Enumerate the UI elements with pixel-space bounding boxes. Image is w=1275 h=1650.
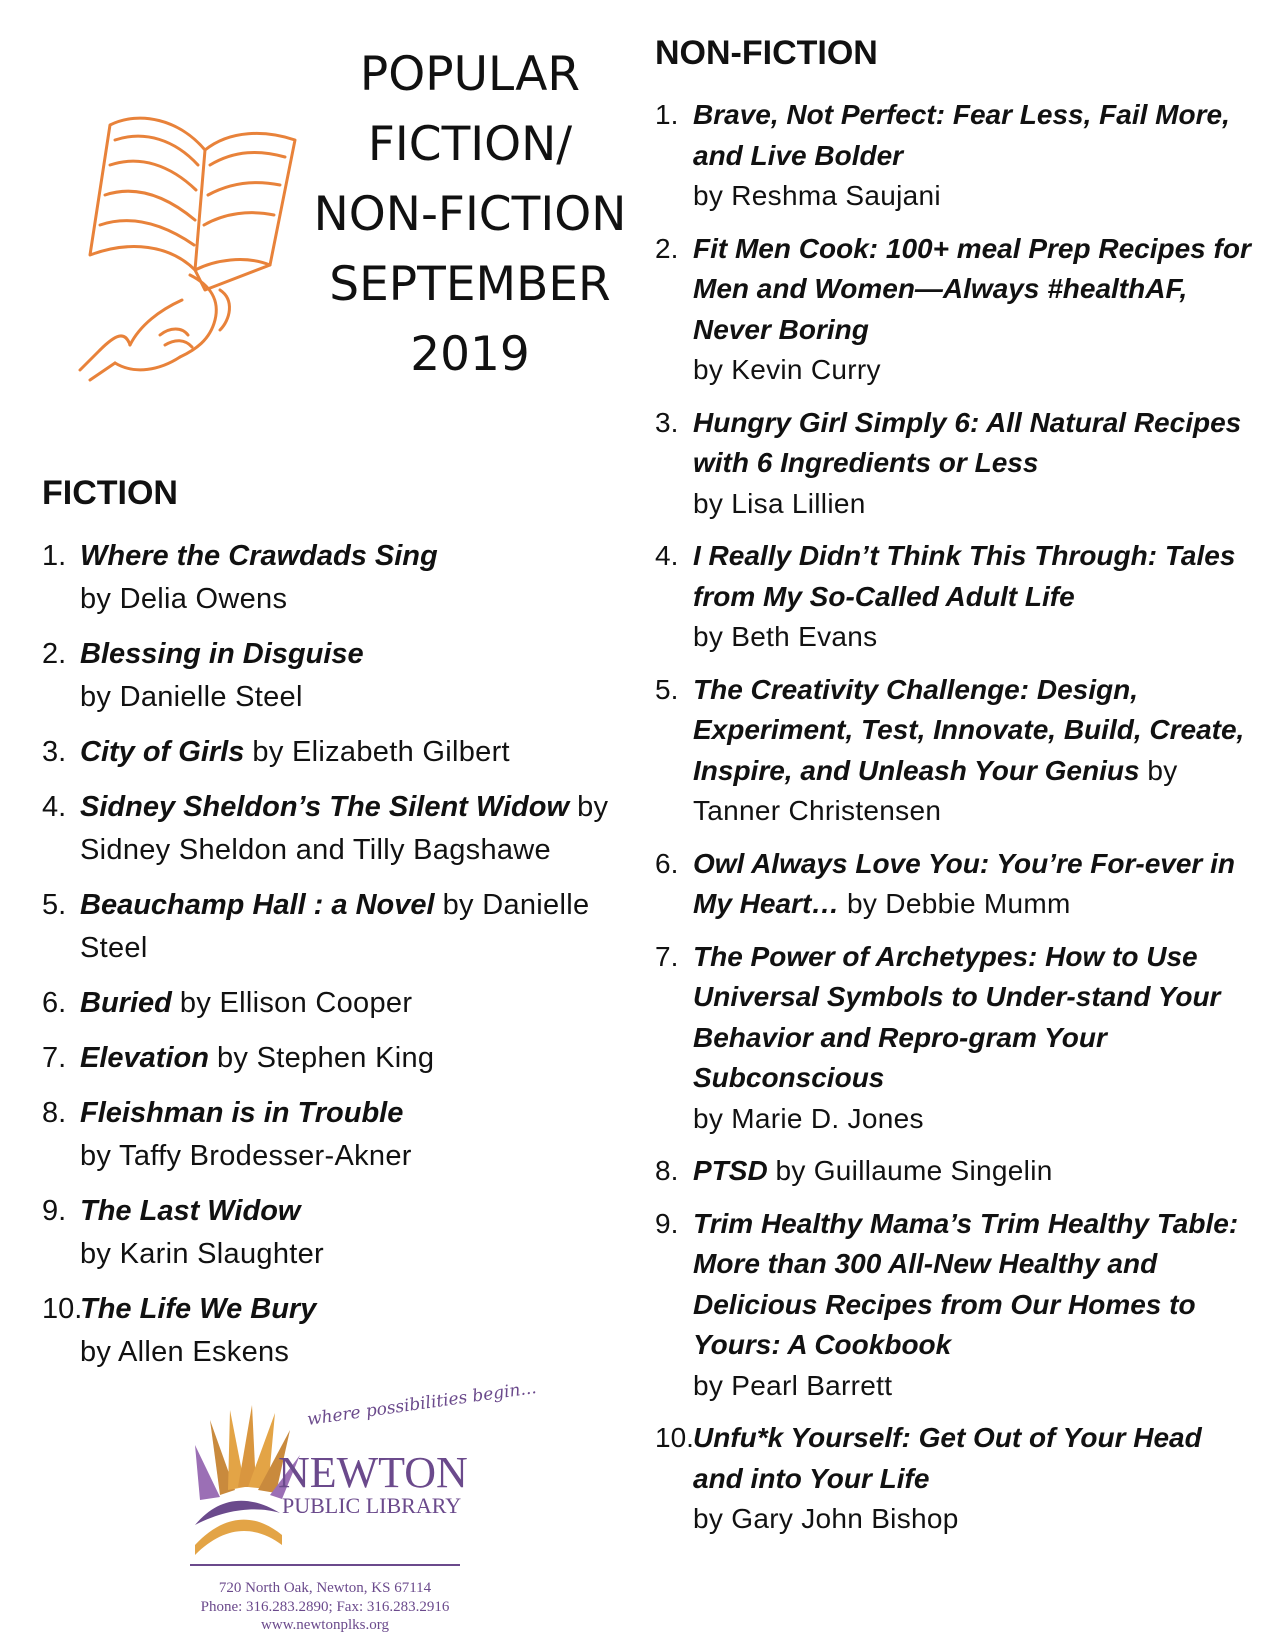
item-number: 8. xyxy=(42,1097,67,1129)
item-number: 4. xyxy=(42,791,67,823)
book-title: Beauchamp Hall : a Novel xyxy=(80,889,435,921)
item-number: 4. xyxy=(655,540,679,571)
list-item xyxy=(42,535,612,621)
list-item xyxy=(42,786,612,872)
book-title: Elevation xyxy=(80,1042,209,1074)
book-author: by Tanner Christensen xyxy=(693,754,1178,826)
list-item xyxy=(655,1151,1255,1192)
item-number: 5. xyxy=(42,889,67,921)
list-item xyxy=(42,1037,612,1080)
list-item xyxy=(655,1204,1255,1407)
book-title: Fleishman is in Trouble xyxy=(80,1097,404,1129)
logo-address: 720 North Oak, Newton, KS 67114 xyxy=(218,1580,432,1596)
fiction-heading: FICTION xyxy=(42,474,178,512)
item-number: 7. xyxy=(655,940,679,972)
book-author: by Delia Owens xyxy=(80,583,288,615)
item-number: 1. xyxy=(42,540,67,572)
item-number: 5. xyxy=(655,673,679,705)
list-item xyxy=(42,1190,612,1276)
list-item xyxy=(655,844,1255,925)
logo-subname: PUBLIC LIBRARY xyxy=(282,1493,462,1518)
library-logo xyxy=(190,1377,538,1633)
book-author: by Lisa Lillien xyxy=(693,487,866,519)
book-title: Where the Crawdads Sing xyxy=(80,540,438,572)
list-item xyxy=(655,536,1255,658)
list-item xyxy=(655,670,1255,832)
open-book-hand-illustration xyxy=(70,95,300,385)
item-number: 10. xyxy=(655,1422,694,1453)
book-author: by Allen Eskens xyxy=(80,1336,290,1368)
item-number: 2. xyxy=(655,232,679,264)
item-number: 2. xyxy=(42,638,67,670)
item-number: 6. xyxy=(42,987,67,1019)
book-title: The Life We Bury xyxy=(80,1293,317,1325)
book-title: Owl Always Love You: You’re For-ever in My Heart… xyxy=(693,847,1235,919)
book-title: Unfu*k Yourself: Get Out of Your Head and into Your Life xyxy=(693,1422,1202,1494)
item-number: 8. xyxy=(655,1155,679,1186)
item-number: 1. xyxy=(655,99,679,130)
list-item xyxy=(42,731,612,774)
logo-tagline: where possibilities begin... xyxy=(305,1377,538,1430)
book-title: The Power of Archetypes: How to Use Universal Symbols to Under-stand Your Behavior and Repro-gram Your Subconscious xyxy=(693,940,1221,1093)
book-title: Hungry Girl Simply 6: All Natural Recipes with 6 Ingredients or Less xyxy=(693,406,1242,478)
book-author: by Reshma Saujani xyxy=(693,180,941,211)
book-title: I Really Didn’t Think This Through: Tales from My So-Called Adult Life xyxy=(693,540,1236,612)
list-item xyxy=(42,884,612,970)
book-author: by Karin Slaughter xyxy=(80,1238,324,1270)
item-number: 6. xyxy=(655,847,679,879)
book-author: by Marie D. Jones xyxy=(693,1102,924,1134)
book-author: by Pearl Barrett xyxy=(693,1369,893,1401)
book-author: by Ellison Cooper xyxy=(179,987,413,1019)
book-title: The Creativity Challenge: Design, Experiment, Test, Innovate, Build, Create, Inspire, and Unleash Your Genius xyxy=(693,673,1245,786)
list-item xyxy=(655,1418,1255,1540)
logo-name: NEWTON xyxy=(278,1448,468,1497)
book-title: City of Girls xyxy=(80,736,245,768)
item-number: 7. xyxy=(42,1042,67,1074)
title-line-2: FICTION/ xyxy=(367,117,573,172)
nonfiction-list xyxy=(655,95,1255,1552)
book-author: by Stephen King xyxy=(217,1042,435,1074)
item-number: 3. xyxy=(42,736,67,768)
list-item xyxy=(655,937,1255,1140)
book-title: Brave, Not Perfect: Fear Less, Fail More, and Live Bolder xyxy=(693,99,1230,171)
book-author: by Danielle Steel xyxy=(80,889,590,964)
title-line-5: 2019 xyxy=(410,327,530,382)
book-author: by Sidney Sheldon and Tilly Bagshawe xyxy=(80,791,609,866)
list-item xyxy=(655,403,1255,525)
page-title xyxy=(300,40,640,390)
title-line-4: SEPTEMBER xyxy=(329,257,611,312)
list-item xyxy=(655,95,1255,217)
book-author: by Kevin Curry xyxy=(693,354,881,385)
list-item xyxy=(42,633,612,719)
fiction-list xyxy=(42,535,612,1386)
book-title: Trim Healthy Mama’s Trim Healthy Table: More than 300 All-New Healthy and Delicious Recipes from Our Homes to Yours: A Cookbook xyxy=(693,1207,1239,1360)
book-author: by Guillaume Singelin xyxy=(775,1155,1053,1186)
item-number: 3. xyxy=(655,406,679,438)
list-item xyxy=(42,1288,612,1374)
list-item xyxy=(655,229,1255,391)
logo-phone: Phone: 316.283.2890; Fax: 316.283.2916 xyxy=(200,1599,450,1615)
title-line-1: POPULAR xyxy=(359,47,581,102)
list-item xyxy=(42,1092,612,1178)
book-author: by Elizabeth Gilbert xyxy=(252,736,510,768)
book-title: Buried xyxy=(80,987,172,1019)
book-author: by Beth Evans xyxy=(693,621,878,652)
item-number: 10. xyxy=(42,1293,83,1325)
book-title: PTSD xyxy=(693,1155,768,1186)
book-author: by Danielle Steel xyxy=(80,681,303,713)
book-title: Sidney Sheldon’s The Silent Widow xyxy=(80,791,570,823)
book-title: Fit Men Cook: 100+ meal Prep Recipes for Men and Women—Always #healthAF, Never Boring xyxy=(693,232,1251,345)
logo-website: www.newtonplks.org xyxy=(261,1617,389,1633)
list-item xyxy=(42,982,612,1025)
item-number: 9. xyxy=(42,1195,67,1227)
book-author: by Debbie Mumm xyxy=(847,888,1071,919)
book-title: Blessing in Disguise xyxy=(80,638,364,670)
book-author: by Gary John Bishop xyxy=(693,1503,959,1534)
title-line-3: NON-FICTION xyxy=(313,187,627,242)
item-number: 9. xyxy=(655,1207,679,1239)
book-title: The Last Widow xyxy=(80,1195,301,1227)
nonfiction-heading: NON-FICTION xyxy=(655,34,878,72)
book-author: by Taffy Brodesser-Akner xyxy=(80,1140,412,1172)
